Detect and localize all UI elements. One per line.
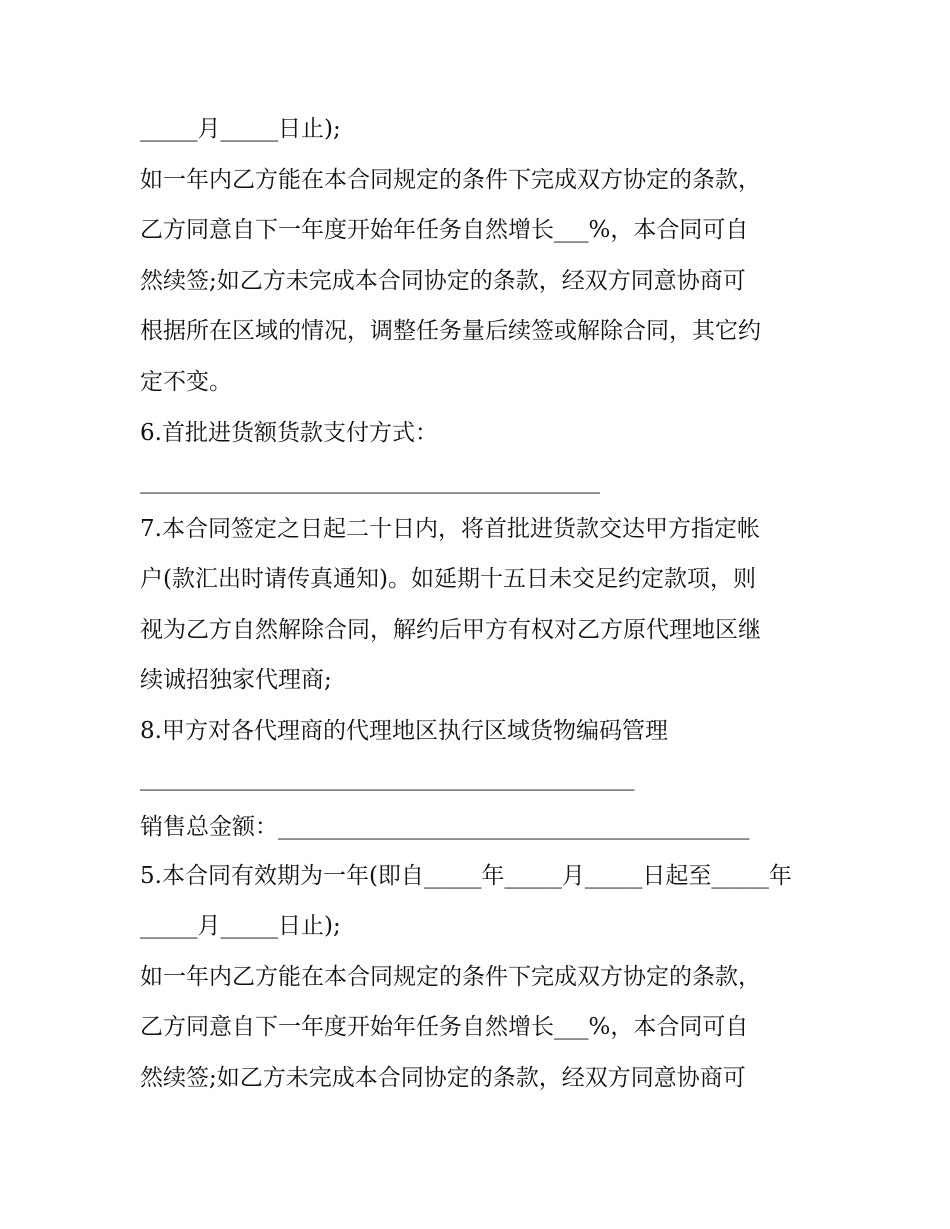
- text-line: _____月_____日止);: [140, 913, 341, 939]
- text-line: 乙方同意自下一年度开始年任务自然增长___%，本合同可自: [140, 1014, 749, 1040]
- text-line: 然续签;如乙方未完成本合同协定的条款，经双方同意协商可: [140, 1065, 746, 1091]
- text-line: 乙方同意自下一年度开始年任务自然增长___%，本合同可自: [140, 217, 749, 243]
- blank-underline: ________________________________________: [140, 468, 600, 494]
- text-line: 如一年内乙方能在本合同规定的条件下完成双方协定的条款，: [140, 964, 761, 990]
- text-line: 如一年内乙方能在本合同规定的条件下完成双方协定的条款，: [140, 167, 761, 193]
- text-line: _____月_____日止);: [140, 116, 341, 142]
- text-line: 定不变。: [140, 369, 232, 395]
- sales-total-line: 销售总金额：_________________________________________: [140, 814, 750, 840]
- text-line: 根据所在区域的情况，调整任务量后续签或解除合同，其它约: [140, 318, 761, 344]
- section-heading-6: 6.首批进货额货款支付方式：: [140, 420, 438, 446]
- text-line: 续诚招独家代理商;: [140, 667, 332, 693]
- section-heading-8: 8.甲方对各代理商的代理地区执行区域货物编码管理: [140, 718, 668, 744]
- blank-underline: ___________________________________________: [140, 765, 635, 791]
- section-heading-7: 7.本合同签定之日起二十日内，将首批进货款交达甲方指定帐: [140, 516, 760, 542]
- text-line: 户(款汇出时请传真通知)。如延期十五日未交足约定款项，则: [140, 566, 756, 592]
- text-line: 然续签;如乙方未完成本合同协定的条款，经双方同意协商可: [140, 268, 746, 294]
- text-line: 视为乙方自然解除合同，解约后甲方有权对乙方原代理地区继: [140, 617, 761, 643]
- section-heading-5: 5.本合同有效期为一年(即自_____年_____月_____日起至_____年: [140, 863, 792, 889]
